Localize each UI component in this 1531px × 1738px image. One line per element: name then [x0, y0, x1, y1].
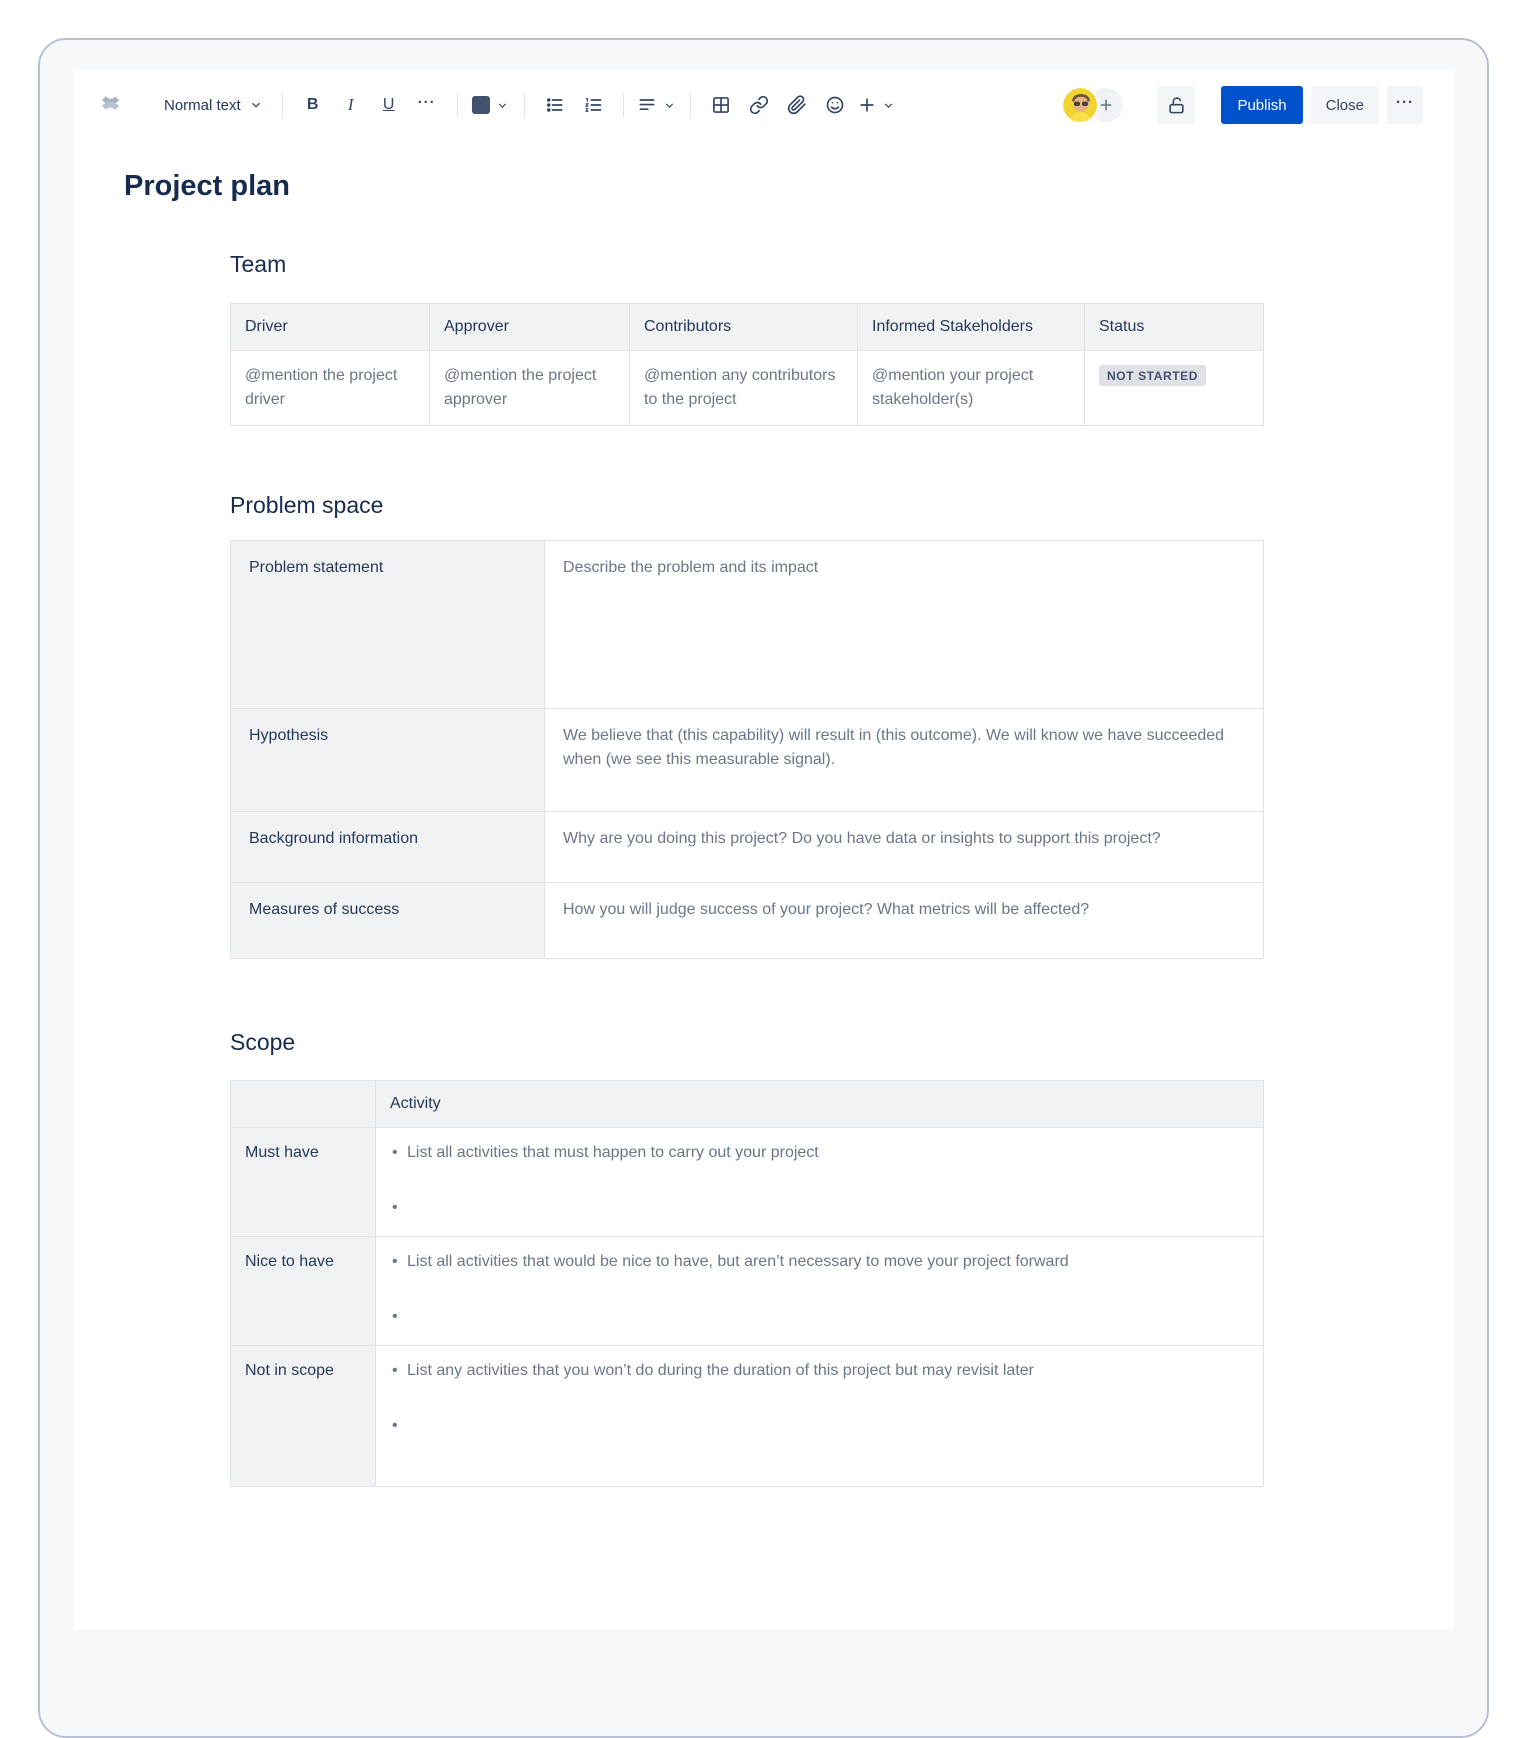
activity-list [390, 1141, 1249, 1220]
problem-space-table [230, 540, 1264, 959]
publish-button[interactable]: Publish [1221, 86, 1302, 124]
table-row [231, 1128, 1264, 1237]
empty-bullet[interactable] [390, 1414, 1249, 1438]
plus-icon [1098, 97, 1114, 113]
close-button[interactable]: Close [1311, 86, 1379, 124]
activity-list [390, 1250, 1249, 1329]
table-row [231, 812, 1264, 883]
italic-button[interactable]: I [335, 89, 367, 121]
column-header-status: Status [1085, 304, 1264, 351]
stakeholders-cell[interactable]: @mention your project stakeholder(s) [858, 351, 1085, 426]
editor-toolbar [74, 70, 1453, 116]
status-badge[interactable]: NOT STARTED [1099, 365, 1206, 386]
restrictions-button[interactable] [1157, 86, 1195, 124]
editor-window [38, 38, 1489, 1738]
column-header-activity: Activity [376, 1081, 1264, 1128]
table-row [231, 351, 1264, 426]
empty-bullet[interactable] [390, 1196, 1249, 1220]
table-row [231, 709, 1264, 812]
table-row [231, 1346, 1264, 1487]
table-row [231, 883, 1264, 959]
chevron-down-icon [249, 98, 263, 112]
row-label: Problem statement [231, 541, 545, 709]
hypothesis-cell[interactable]: We believe that (this capability) will result in (this outcome). We will know we have succeeded when (we see this measurable signal). [545, 709, 1264, 812]
scope-table [230, 1080, 1264, 1487]
table-row [231, 1237, 1264, 1346]
scope-heading: Scope [230, 1029, 296, 1055]
page-title[interactable]: Project plan [124, 170, 290, 202]
insert-link-button[interactable] [743, 89, 775, 121]
collaborators [1061, 86, 1123, 124]
insert-more-button[interactable] [854, 89, 898, 121]
page-content [230, 251, 1263, 1527]
problem-space-heading: Problem space [230, 492, 384, 518]
team-heading: Team [230, 251, 287, 277]
toolbar-divider [282, 93, 283, 117]
row-label: Must have [231, 1128, 376, 1237]
text-color-swatch-icon [472, 96, 490, 114]
insert-table-button[interactable] [705, 89, 737, 121]
list-item[interactable]: • List all activities that would be nice to have, but aren’t necessary to move your project forward [390, 1250, 1249, 1274]
bold-button[interactable]: B [297, 89, 329, 121]
chevron-down-icon [496, 99, 509, 112]
measures-of-success-cell[interactable]: How you will judge success of your project? What metrics will be affected? [545, 883, 1264, 959]
avatar-image [1063, 88, 1099, 124]
toolbar-actions [1061, 86, 1423, 124]
empty-corner-cell [231, 1081, 376, 1128]
not-in-scope-cell[interactable] [376, 1346, 1264, 1487]
emoji-icon [825, 95, 845, 115]
column-header-contributors: Contributors [630, 304, 858, 351]
status-cell[interactable] [1085, 351, 1264, 426]
emoji-button[interactable] [819, 89, 851, 121]
attach-file-icon [787, 95, 807, 115]
row-label: Hypothesis [231, 709, 545, 812]
row-label: Nice to have [231, 1237, 376, 1346]
chevron-down-icon [882, 99, 895, 112]
list-item[interactable]: • List any activities that you won’t do during the duration of this project but may revisit later [390, 1359, 1249, 1383]
must-have-cell[interactable] [376, 1128, 1264, 1237]
column-header-approver: Approver [430, 304, 630, 351]
bullet-list-button[interactable] [539, 89, 571, 121]
table-header-row [231, 304, 1264, 351]
contributors-cell[interactable]: @mention any contributors to the project [630, 351, 858, 426]
plus-icon [857, 95, 877, 115]
unlock-icon [1167, 96, 1186, 115]
background-information-cell[interactable]: Why are you doing this project? Do you have data or insights to support this project? [545, 812, 1264, 883]
empty-bullet[interactable] [390, 1305, 1249, 1329]
confluence-logo-icon [98, 88, 128, 123]
list-item[interactable]: • List all activities that must happen to carry out your project [390, 1141, 1249, 1165]
toolbar-divider [690, 93, 691, 117]
activity-list [390, 1359, 1249, 1438]
toolbar-divider [457, 93, 458, 117]
row-label: Not in scope [231, 1346, 376, 1487]
column-header-driver: Driver [231, 304, 430, 351]
text-color-button[interactable] [469, 89, 513, 121]
underline-button[interactable]: U [373, 89, 405, 121]
nice-to-have-cell[interactable] [376, 1237, 1264, 1346]
driver-cell[interactable]: @mention the project driver [231, 351, 430, 426]
toolbar-divider [524, 93, 525, 117]
table-header-row [231, 1081, 1264, 1128]
numbered-list-icon [583, 95, 603, 115]
column-header-stakeholders: Informed Stakeholders [858, 304, 1085, 351]
team-table [230, 303, 1264, 426]
editor-canvas [74, 70, 1453, 1630]
text-style-dropdown[interactable] [156, 91, 271, 120]
more-formatting-button[interactable]: ··· [411, 89, 443, 121]
numbered-list-button[interactable] [577, 89, 609, 121]
text-align-button[interactable] [635, 89, 679, 121]
text-align-icon [637, 95, 657, 115]
attach-file-button[interactable] [781, 89, 813, 121]
problem-statement-cell[interactable]: Describe the problem and its impact [545, 541, 1264, 709]
row-label: Measures of success [231, 883, 545, 959]
toolbar-divider [623, 93, 624, 117]
approver-cell[interactable]: @mention the project approver [430, 351, 630, 426]
bullet-list-icon [545, 95, 565, 115]
insert-table-icon [711, 95, 731, 115]
chevron-down-icon [663, 99, 676, 112]
table-row [231, 541, 1264, 709]
text-style-value: Normal text [164, 96, 241, 114]
insert-link-icon [749, 95, 769, 115]
row-label: Background information [231, 812, 545, 883]
user-avatar[interactable] [1061, 86, 1099, 124]
more-actions-button[interactable]: ··· [1387, 86, 1423, 124]
